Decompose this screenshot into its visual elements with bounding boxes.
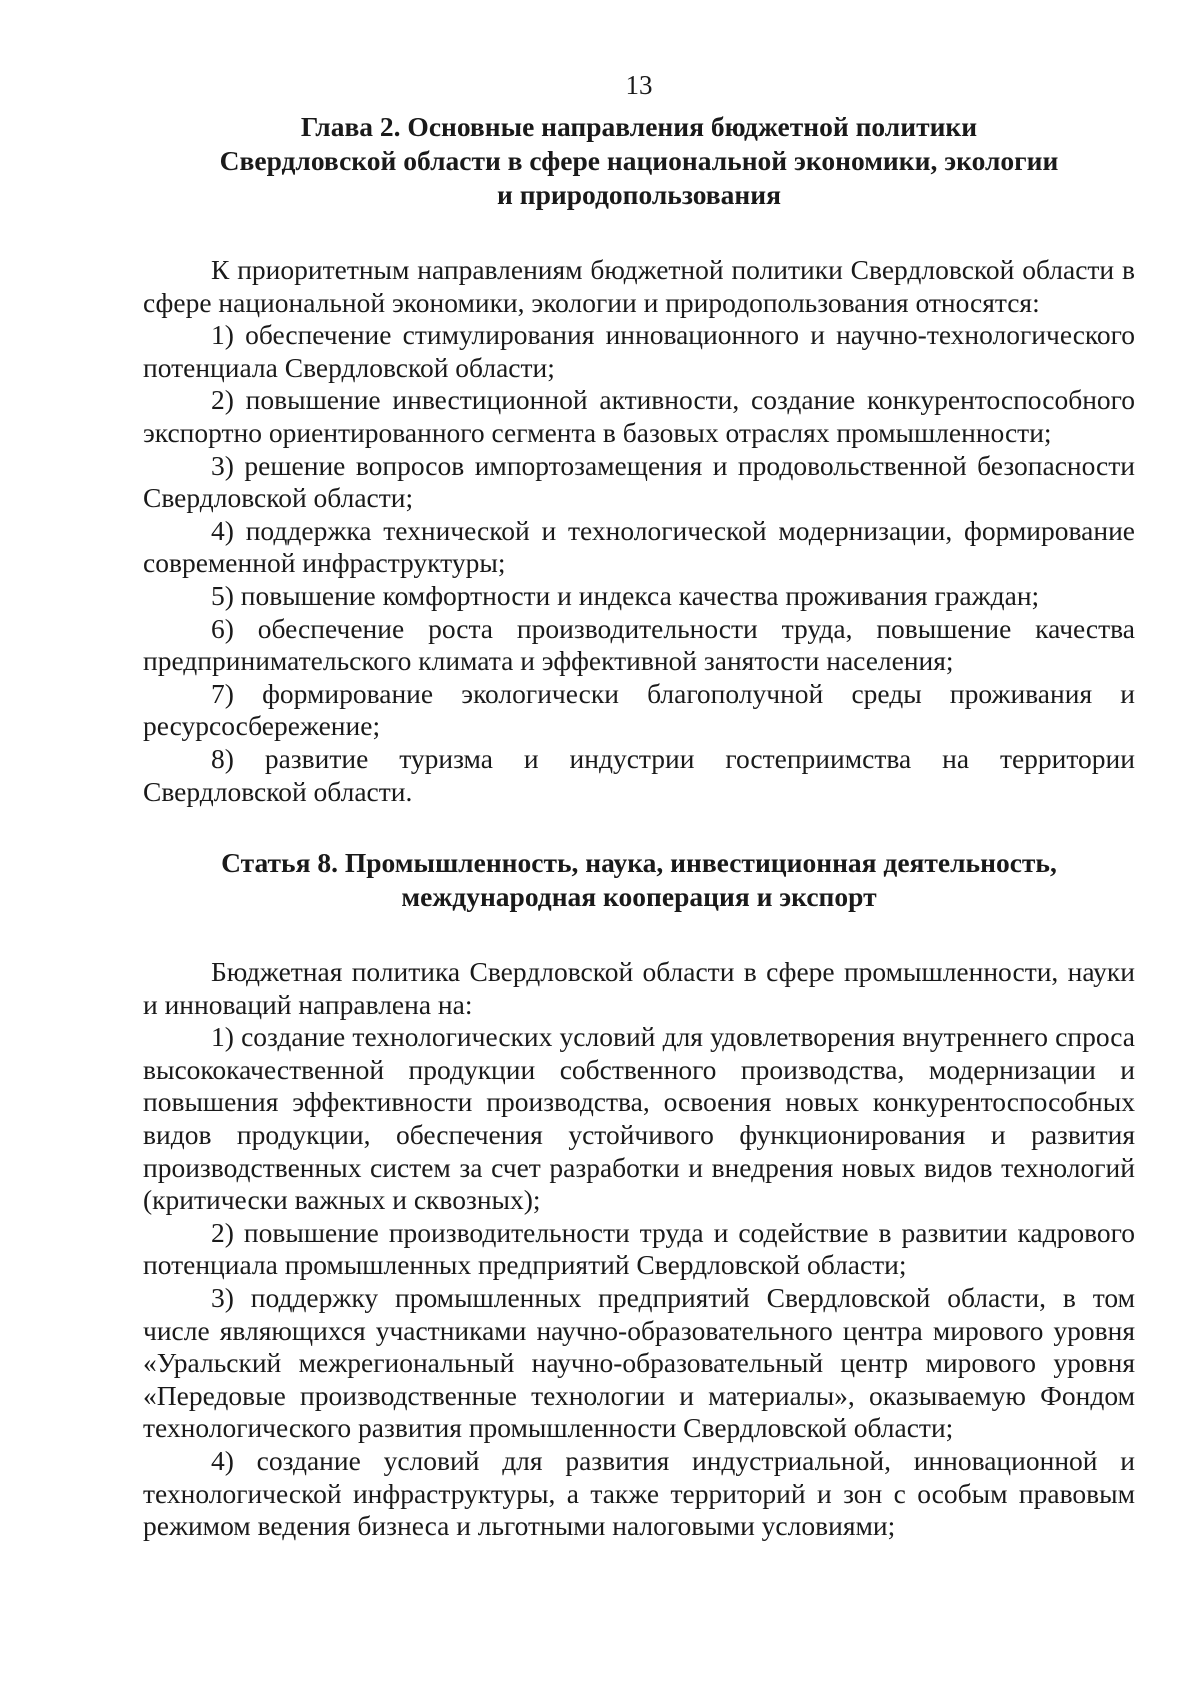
chapter-list-item: 3) решение вопросов импортозамещения и продовольственной безопасности Свердловской области; xyxy=(143,449,1135,514)
chapter-list-item: 5) повышение комфортности и индекса качества проживания граждан; xyxy=(211,579,1040,611)
page-number: 13 xyxy=(625,70,653,100)
document-page xyxy=(143,68,1135,1543)
article-list-item: 3) поддержку промышленных предприятий Свердловской области, в том числе являющихся участниками научно-образовательного центра мирового уровня «Уральский межрегиональный научно-образовательный центр мирового уровня «Передовые производственные технологии и материалы», оказываемую Фондом технологического развития промышленности Свердловской области; xyxy=(143,1282,1135,1444)
chapter-heading-line: Глава 2. Основные направления бюджетной политики xyxy=(300,111,978,142)
chapter-list-item: 1) обеспечение стимулирования инновационного и научно-технологического потенциала Свердловской области; xyxy=(143,319,1135,383)
article-list-item: 1) создание технологических условий для удовлетворения внутреннего спроса высококачественной продукции собственного производства, модернизации и повышения эффективности производства, освоения новых конкурентоспособных видов продукции, обеспечения устойчивого функционирования и развития производственных систем за счет разработки и внедрения новых видов технологий (критически важных и сквозных); xyxy=(143,1021,1135,1216)
chapter-list-item: 2) повышение инвестиционной активности, создание конкурентоспособного экспортно ориентированного сегмента в базовых отраслях промышленности; xyxy=(143,384,1135,448)
chapter-body xyxy=(143,254,1135,808)
chapter-list-item: 8) развитие туризма и индустрии гостеприимства на территории Свердловской области. xyxy=(143,742,1135,807)
chapter-heading-line: Свердловской области в сфере национальной экономики, экологии xyxy=(219,145,1059,176)
article-heading-line: Статья 8. Промышленность, наука, инвестиционная деятельность, xyxy=(221,847,1057,879)
chapter-heading-line: и природопользования xyxy=(497,179,781,210)
chapter-list-item: 4) поддержка технической и технологической модернизации, формирование современной инфраструктуры; xyxy=(143,514,1135,579)
chapter-list-item: 6) обеспечение роста производительности труда, повышение качества предпринимательского климата и эффективной занятости населения; xyxy=(143,612,1135,677)
article-heading xyxy=(143,846,1135,914)
article-list-item: 4) создание условий для развития индустриальной, инновационной и технологической инфраструктуры, а также территорий и зон с особым правовым режимом ведения бизнеса и льготными налоговыми условиями; xyxy=(143,1445,1135,1542)
chapter-heading xyxy=(143,110,1135,212)
article-body xyxy=(143,956,1135,1543)
chapter-list-item: 7) формирование экологически благополучной среды проживания и ресурсосбережение; xyxy=(143,677,1135,742)
chapter-intro: К приоритетным направлениям бюджетной политики Свердловской области в сфере национальной экономики, экологии и природопользования относятся: xyxy=(143,254,1135,318)
article-intro: Бюджетная политика Свердловской области в сфере промышленности, науки и инноваций направлена на: xyxy=(143,956,1135,1020)
article-heading-line: международная кооперация и экспорт xyxy=(401,881,877,913)
article-list-item: 2) повышение производительности труда и содействие в развитии кадрового потенциала промышленных предприятий Свердловской области; xyxy=(143,1216,1135,1281)
